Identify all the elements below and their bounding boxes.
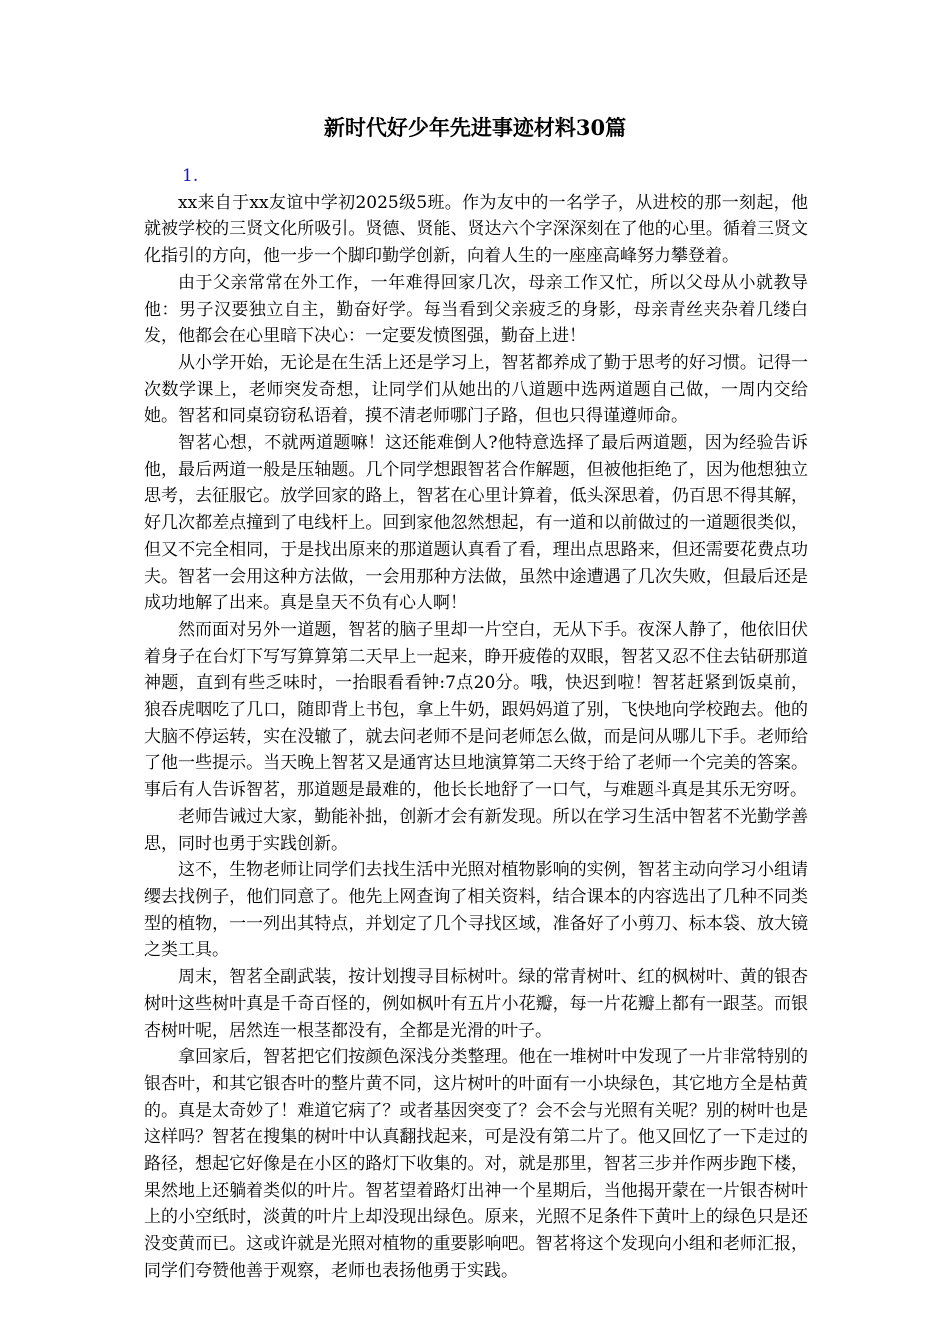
paragraph-9: 拿回家后，智茗把它们按颜色深浅分类整理。他在一堆树叶中发现了一片非常特别的银杏叶，和其它银杏叶的整片黄不同，这片树叶的叶面有一小块绿色，其它地方全是枯黄的。真是太奇妙了！难道它病了？或者基因突变了？会不会与光照有关呢？别的树叶也是这样吗？智茗在搜集的树叶中认真翻找起来，可是没有第二片了。他又回忆了一下走过的路径，想起它好像是在小区的路灯下收集的。对，就是那里，智茗三步并作两步跑下楼，果然地上还躺着类似的叶片。智茗望着路灯出神一个星期后，当他揭开蒙在一片银杏树叶上的小空纸时，淡黄的叶片上却没现出绿色。原来，光照不足条件下黄叶上的绿色只是还没变黄而已。这或许就是光照对植物的重要影响吧。智茗将这个发现向小组和老师汇报，同学们夸赞他善于观察，老师也表扬他勇于实践。 xyxy=(144,1047,808,1281)
paragraph-8: 周末，智茗全副武装，按计划搜寻目标树叶。绿的常青树叶、红的枫树叶、黄的银杏树叶这些树叶真是千奇百怪的，例如枫叶有五片小花瓣，每一片花瓣上都有一跟茎。而银杏树叶呢，居然连一根茎都没有，全都是光滑的叶子。 xyxy=(144,967,808,1041)
paragraph-2: 由于父亲常常在外工作，一年难得回家几次，母亲工作又忙，所以父母从小就教导他：男子汉要独立自主，勤奋好学。每当看到父亲疲乏的身影，母亲青丝夹杂着几缕白发，他都会在心里暗下决心：一定要发愤图强，勤奋上进！ xyxy=(144,272,808,347)
paragraph-5: 然而面对另外一道题，智茗的脑子里却一片空白，无从下手。夜深人静了，他依旧伏着身子在台灯下写写算算第二天早上一起来，睁开疲倦的双眼，智茗又忍不住去钻研那道神题，直到有些乏味时，一抬眼看看钟:7点20分。哦，快迟到啦！智茗赶紧到饭桌前，狼吞虎咽吃了几口，随即背上书包，拿上牛奶，跟妈妈道了别，飞快地向学校跑去。他的大脑不停运转，实在没辙了，就去问老师不是问老师怎么做，而是问从哪儿下手。老师给了他一些提示。当天晚上智茗又是通宵达旦地演算第二天终于给了老师一个完美的答案。事后有人告诉智茗，那道题是最难的，他长长地舒了一口气，与难题斗真是其乐无穷呀。 xyxy=(144,619,808,801)
section-number: 1. xyxy=(182,166,199,186)
paragraph-4: 智茗心想，不就两道题嘛！这还能难倒人?他特意选择了最后两道题，因为经验告诉他，最后两道一般是压轴题。几个同学想跟智茗合作解题，但被他拒绝了，因为他想独立思考，去征服它。放学回家的路上，智茗在心里计算着，低头深思着，仍百思不得其解，好几次都差点撞到了电线杆上。回到家他忽然想起，有一道和以前做过的一道题很类似，但又不完全相同，于是找出原来的那道题认真看了看，理出点思路来，但还需要花费点功夫。智茗一会用这种方法做，一会用那种方法做，虽然中途遭遇了几次失败，但最后还是成功地解了出来。真是皇天不负有心人啊！ xyxy=(144,433,808,614)
paragraph-1: xx来自于xx友谊中学初2025级5班。作为友中的一名学子，从进校的那一刻起，他就被学校的三贤文化所吸引。贤德、贤能、贤达六个字深深刻在了他的心里。循着三贤文化指引的方向，他一步一个脚印勤学创新，向着人生的一座座高峰努力攀登着。 xyxy=(144,192,808,267)
document-body xyxy=(144,163,808,1285)
paragraph-3: 从小学开始，无论是在生活上还是学习上，智茗都养成了勤于思考的好习惯。记得一次数学课上，老师突发奇想，让同学们从她出的八道题中选两道题自己做，一周内交给她。智茗和同桌窃窃私语着，摸不清老师哪门子路，但也只得谨遵师命。 xyxy=(144,352,808,427)
paragraph-6: 老师告诫过大家，勤能补拙，创新才会有新发现。所以在学习生活中智茗不光勤学善思，同时也勇于实践创新。 xyxy=(144,806,808,854)
document-title: 新时代好少年先进事迹材料30篇 xyxy=(323,115,627,140)
paragraph-7: 这不，生物老师让同学们去找生活中光照对植物影响的实例，智茗主动向学习小组请缨去找例子，他们同意了。他先上网查询了相关资料，结合课本的内容选出了几种不同类型的植物，一一列出其特点，并划定了几个寻找区域，准备好了小剪刀、标本袋、放大镜之类工具。 xyxy=(144,860,808,961)
